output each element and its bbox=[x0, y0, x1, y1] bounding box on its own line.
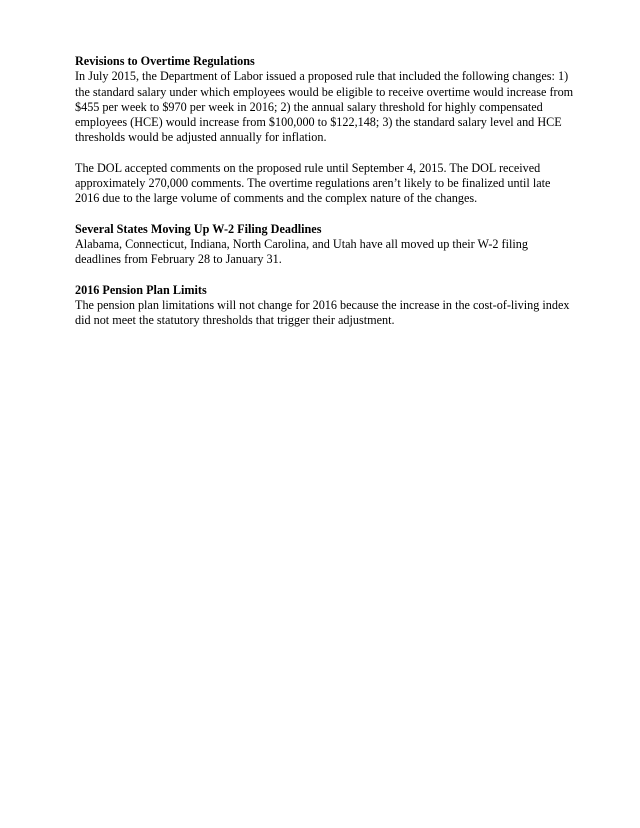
section-paragraph: The pension plan limitations will not change for 2016 because the increase in the cost-of-living index did not meet the statutory thresholds that trigger their adjustment. bbox=[75, 297, 570, 328]
section-heading: Several States Moving Up W-2 Filing Deadlines bbox=[75, 221, 322, 236]
section-w2-deadlines bbox=[75, 222, 575, 268]
section-overtime-regulations bbox=[75, 54, 575, 207]
section-paragraph: Alabama, Connecticut, Indiana, North Carolina, and Utah have all moved up their W-2 filing deadlines from February 28 to January 31. bbox=[75, 236, 528, 267]
document-page bbox=[75, 54, 575, 343]
section-heading: 2016 Pension Plan Limits bbox=[75, 282, 207, 297]
section-pension-limits bbox=[75, 283, 575, 329]
section-heading: Revisions to Overtime Regulations bbox=[75, 54, 255, 68]
section-paragraph: The DOL accepted comments on the proposed rule until September 4, 2015. The DOL received approximately 270,000 comments. The overtime regulations aren’t likely to be finalized until late 2016 due to the large volume of comments and the complex nature of the changes. bbox=[75, 160, 551, 206]
section-paragraph: In July 2015, the Department of Labor issued a proposed rule that included the following changes: 1) the standard salary under which employees would be eligible to receive overtime would increase from $455 per week to $970 per week in 2016; 2) the annual salary threshold for highly compensated employees (HCE) would increase from $100,000 to $122,148; 3) the standard salary level and HCE thresholds would be adjusted annually for inflation. bbox=[75, 69, 574, 145]
